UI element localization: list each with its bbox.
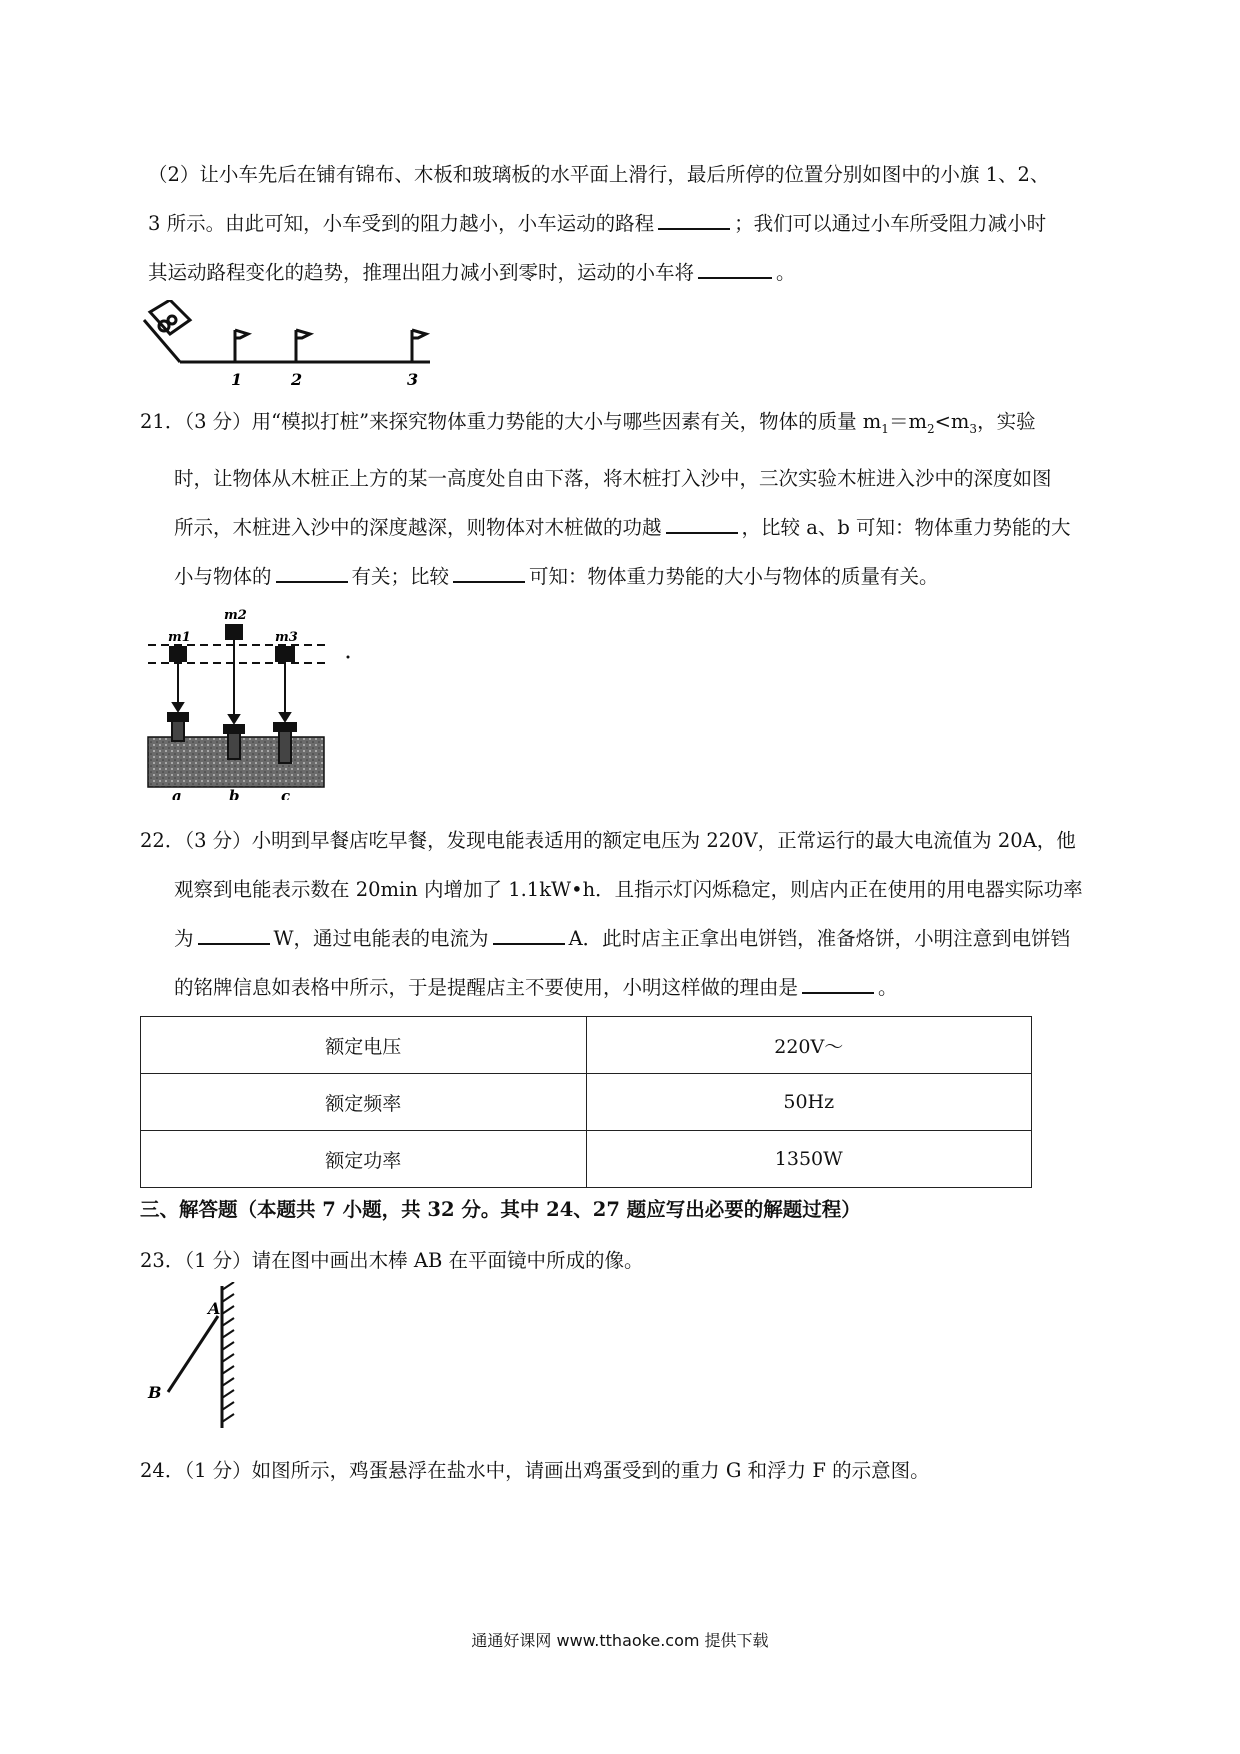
table-row bbox=[141, 1017, 1032, 1074]
q21-line3: 所示，木桩进入沙中的深度越深，则物体对木桩做的功越 ，比较 a、b 可知：物体重力势能的大 bbox=[140, 503, 1130, 552]
section-heading: 三、解答题（本题共 7 小题，共 32 分。其中 24、27 题应写出必要的解题过程） bbox=[140, 1198, 861, 1221]
table-cell: 1350W bbox=[586, 1131, 1032, 1188]
q21-line4: 小与物体的 有关；比较 可知：物体重力势能的大小与物体的质量有关。 bbox=[140, 552, 1130, 601]
flag-label-3: 3 bbox=[407, 370, 419, 389]
label-point-a: A bbox=[208, 1299, 221, 1318]
label-m3: m3 bbox=[275, 630, 298, 645]
table-cell: 额定电压 bbox=[141, 1017, 587, 1074]
answer-blank bbox=[198, 923, 270, 945]
table-cell: 额定频率 bbox=[141, 1074, 587, 1131]
q23-text: 23．（1 分）请在图中画出木棒 AB 在平面镜中所成的像。 bbox=[140, 1249, 644, 1272]
q21-line1: 21．（3 分）用“模拟打桩”来探究物体重力势能的大小与哪些因素有关，物体的质量 $m_1=m_2<m_3$，实验 bbox=[140, 410, 1036, 436]
nameplate-table bbox=[140, 1016, 1032, 1188]
table-row bbox=[141, 1074, 1032, 1131]
answer-blank bbox=[658, 208, 730, 230]
label-a: a bbox=[172, 787, 182, 800]
q21-line2: 时，让物体从木桩正上方的某一高度处自由下落，将木桩打入沙中，三次实验木桩进入沙中的深度如图 bbox=[174, 466, 1052, 490]
answer-blank bbox=[698, 257, 772, 279]
q22-line3: 为 W，通过电能表的电流为 A．此时店主正拿出电饼铛，准备烙饼，小明注意到电饼铛 bbox=[140, 914, 1130, 963]
answer-blank bbox=[453, 561, 525, 583]
answer-blank bbox=[276, 561, 348, 583]
table-row bbox=[141, 1131, 1032, 1188]
table-cell: 额定功率 bbox=[141, 1131, 587, 1188]
label-b: b bbox=[229, 787, 240, 800]
q22-line4: 的铭牌信息如表格中所示，于是提醒店主不要使用，小明这样做的理由是 。 bbox=[140, 963, 1130, 1012]
q20-line3: 其运动路程变化的趋势，推理出阻力减小到零时，运动的小车将 。 bbox=[140, 248, 1130, 297]
table-cell: 50Hz bbox=[586, 1074, 1032, 1131]
q20-line2: 3 所示。由此可知，小车受到的阻力越小，小车运动的路程 ；我们可以通过小车所受阻力减小时 bbox=[140, 199, 1130, 248]
label-point-b: B bbox=[148, 1383, 162, 1402]
q22-line1: 22．（3 分）小明到早餐店吃早餐，发现电能表适用的额定电压为 220V，正常运行的最大电流值为 20A，他 bbox=[140, 829, 1076, 852]
answer-blank bbox=[802, 972, 874, 994]
q20-line1: （2）让小车先后在铺有锦布、木板和玻璃板的水平面上滑行，最后所停的位置分别如图中的小旗 1、2、 bbox=[148, 163, 1050, 186]
q20-part2-text bbox=[140, 150, 1130, 297]
page-footer: 通通好课网 www.tthaoke.com 提供下载 bbox=[471, 1631, 769, 1650]
q22-text bbox=[140, 816, 1130, 1012]
q23-mirror-figure bbox=[140, 1282, 260, 1432]
label-m2: m2 bbox=[224, 608, 247, 623]
q21-text bbox=[140, 397, 1130, 601]
answer-blank bbox=[493, 923, 565, 945]
label-c: c bbox=[281, 787, 291, 800]
table-cell: 220V～ bbox=[586, 1017, 1032, 1074]
flag-label-1: 1 bbox=[231, 370, 243, 389]
answer-blank bbox=[666, 512, 738, 534]
q20-cart-flags-figure bbox=[140, 300, 440, 390]
label-m1: m1 bbox=[168, 630, 191, 645]
q22-line2: 观察到电能表示数在 20min 内增加了 1.1kW•h．且指示灯闪烁稳定，则店内正在使用的用电器实际功率 bbox=[174, 878, 1083, 901]
q24-text: 24．（1 分）如图所示，鸡蛋悬浮在盐水中，请画出鸡蛋受到的重力 G 和浮力 F 的示意图。 bbox=[140, 1459, 930, 1482]
q21-pile-driving-figure bbox=[140, 605, 360, 800]
flag-label-2: 2 bbox=[291, 370, 303, 389]
